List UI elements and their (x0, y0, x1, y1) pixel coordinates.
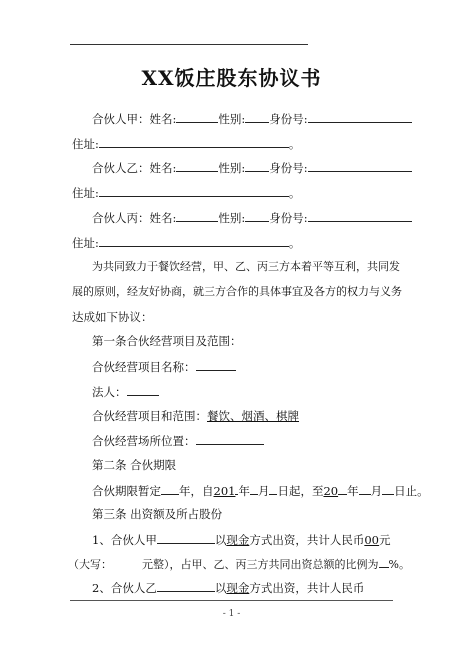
term-text: 日止。 (394, 484, 429, 498)
end-month-field[interactable] (359, 483, 371, 495)
item-text: 元 (378, 533, 391, 547)
item-text: 元整），占甲、乙、丙三方共同出资总额的比例为 (142, 558, 379, 571)
partner-b-line (92, 160, 412, 175)
item2-method: 现金 (226, 581, 250, 595)
name-label: 姓名: (149, 112, 177, 126)
address-end: 。 (288, 137, 301, 151)
name-field[interactable] (176, 111, 218, 123)
item2-line (92, 580, 364, 595)
partner-a-field[interactable] (157, 532, 215, 544)
name-field[interactable] (176, 210, 218, 222)
amount-words-field[interactable] (112, 557, 142, 568)
partner-label: 合伙人甲： (92, 112, 150, 126)
gender-field[interactable] (245, 111, 269, 123)
item1-line (92, 532, 390, 547)
location-field[interactable] (196, 433, 264, 445)
term-text: 月 (370, 484, 383, 498)
partner-c-address-line (72, 235, 300, 250)
scope-label: 合伙经营项目和范围： (92, 409, 207, 423)
item-text: 以 (214, 533, 227, 547)
partner-label: 合伙人丙： (92, 211, 150, 225)
header-rule (70, 44, 308, 45)
address-label: 住址: (72, 236, 99, 250)
partner-a-address-line (72, 136, 300, 151)
name-label: 姓名: (149, 211, 177, 225)
term-text: 年，自 (179, 484, 214, 498)
partner-a-line (92, 111, 412, 126)
item-text: （大写： (68, 558, 112, 571)
location-line (92, 433, 264, 448)
legal-person-line (92, 384, 159, 399)
intro-line-3: 达成如下协议： (72, 310, 153, 324)
partner-c-line (92, 210, 412, 225)
address-field[interactable] (99, 185, 289, 197)
item-text: 方式出资，共计人民币 (249, 533, 365, 547)
document-title: XX饭庄股东协议书 (141, 66, 322, 90)
end-year: 20 (323, 484, 339, 498)
footer-rule (70, 600, 393, 601)
project-name-label: 合伙经营项目名称： (92, 360, 196, 374)
term-text: 年 (347, 484, 359, 498)
gender-label: 性别: (218, 112, 246, 126)
term-text: 月 (257, 484, 270, 498)
intro-line-2: 展的原则，经友好协商，就三方合作的具体事宜及各方的权力与义务 (72, 285, 402, 298)
term-text: 合伙期限暂定 (92, 484, 161, 498)
project-name-line (92, 359, 236, 374)
gender-label: 性别: (218, 211, 246, 225)
address-label: 住址: (72, 186, 99, 200)
address-label: 住址: (72, 137, 99, 151)
scope-value: 餐饮、烟酒、棋牌 (207, 409, 299, 423)
item-text: %。 (388, 558, 410, 571)
item-text: 1、合伙人甲 (92, 533, 157, 547)
id-field[interactable] (308, 160, 412, 172)
legal-person-field[interactable] (127, 384, 159, 396)
partner-label: 合伙人乙： (92, 161, 150, 175)
item-text: 方式出资，共计人民币 (249, 581, 365, 595)
scope-line (92, 409, 299, 423)
address-end: 。 (288, 236, 301, 250)
term-line (92, 483, 429, 498)
id-label: 身份号: (269, 211, 308, 225)
start-month-field[interactable] (250, 483, 258, 495)
gender-label: 性别: (218, 161, 246, 175)
start-year: 201 (213, 484, 236, 498)
address-field[interactable] (99, 235, 289, 247)
gender-field[interactable] (245, 160, 269, 172)
article1-heading: 第一条合伙经营项目及范围： (92, 334, 242, 348)
term-text: 日起，至 (277, 484, 324, 498)
name-field[interactable] (176, 160, 218, 172)
article3-heading: 第三条 出资额及所占股份 (92, 507, 223, 521)
id-field[interactable] (308, 111, 412, 123)
end-day-field[interactable] (382, 483, 394, 495)
partner-b-field[interactable] (157, 580, 215, 592)
location-label: 合伙经营场所位置： (92, 434, 196, 448)
item1-continued-line (68, 556, 410, 572)
item-text: 2、合伙人乙 (92, 581, 157, 595)
item1-method: 现金 (226, 533, 250, 547)
address-end: 。 (288, 186, 301, 200)
term-text: 年 (238, 484, 250, 498)
gender-field[interactable] (245, 210, 269, 222)
percent-field[interactable] (379, 556, 389, 568)
name-label: 姓名: (149, 161, 177, 175)
project-name-field[interactable] (196, 359, 236, 371)
item-text: 以 (214, 581, 227, 595)
partner-b-address-line (72, 185, 300, 200)
address-field[interactable] (99, 136, 289, 148)
end-year-blank[interactable] (338, 483, 347, 495)
item1-amount: 00 (364, 533, 379, 547)
article2-heading: 第二条 合伙期限 (92, 458, 177, 472)
id-label: 身份号: (269, 112, 308, 126)
legal-person-label: 法人： (92, 385, 127, 399)
page-number: - 1 - (222, 609, 241, 619)
id-label: 身份号: (269, 161, 308, 175)
id-field[interactable] (308, 210, 412, 222)
intro-line-1: 为共同致力于餐饮经营，甲、乙、丙三方本着平等互利，共同发 (92, 260, 400, 273)
term-years-field[interactable] (161, 483, 179, 495)
